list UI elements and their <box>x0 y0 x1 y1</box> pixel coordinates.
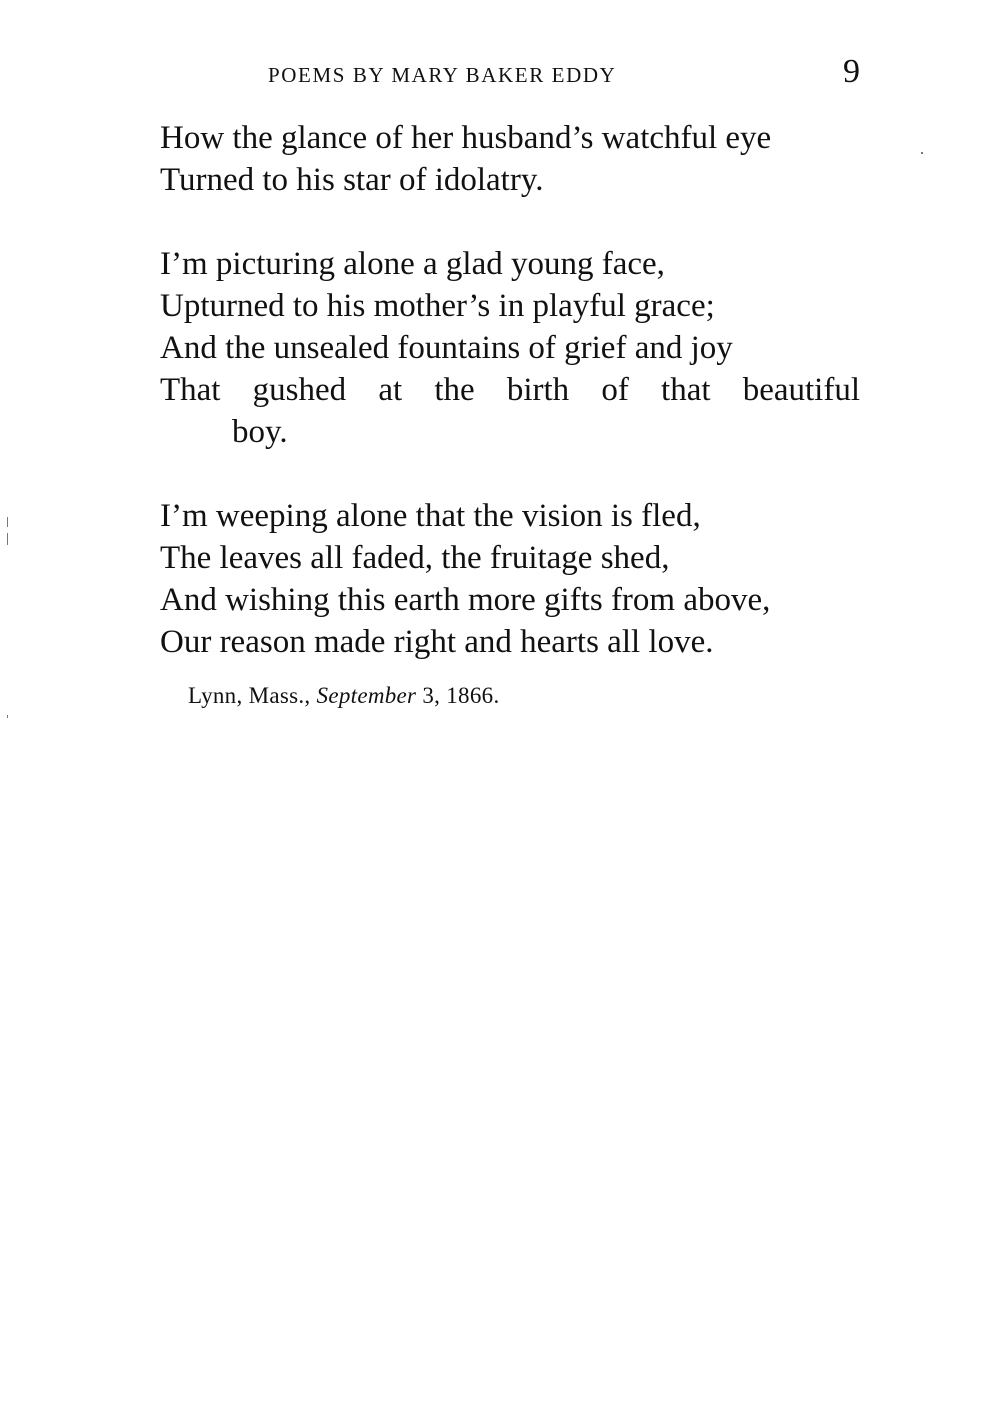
scan-speck <box>7 533 8 545</box>
poem-line: Turned to his star of idolatry. <box>160 162 544 198</box>
poem-line: Our reason made right and hearts all love. <box>160 624 714 660</box>
stanza-2 <box>160 243 860 453</box>
running-title: POEMS BY MARY BAKER EDDY <box>268 63 617 87</box>
poem-line: I’m picturing alone a glad young face, <box>160 246 665 282</box>
scan-speck <box>7 517 8 527</box>
scan-speck <box>921 152 923 154</box>
dateline-place: Lynn, Mass., <box>188 683 311 708</box>
poem-line: I’m weeping alone that the vision is fled, <box>160 498 701 534</box>
poem-body <box>160 117 860 663</box>
dateline-day-year: 3, 1866. <box>422 683 500 708</box>
poem-line: The leaves all faded, the fruitage shed, <box>160 540 670 576</box>
poem-line: And the unsealed fountains of grief and joy <box>160 330 733 366</box>
dateline-month: September <box>316 683 417 708</box>
poem-line: How the glance of her husband’s watchful eye <box>160 120 772 156</box>
stanza-1 <box>160 117 860 201</box>
poem-line-continuation: boy. <box>232 414 288 450</box>
page-header <box>160 53 860 96</box>
page-number: 9 <box>843 53 860 90</box>
poem-line: Upturned to his mother’s in playful grace; <box>160 288 715 324</box>
stanza-3 <box>160 495 860 663</box>
poem-line: And wishing this earth more gifts from above, <box>160 582 771 618</box>
dateline <box>188 683 500 709</box>
scan-speck <box>7 715 8 718</box>
poem-line: That gushed at the birth of that beautiful <box>160 372 860 408</box>
